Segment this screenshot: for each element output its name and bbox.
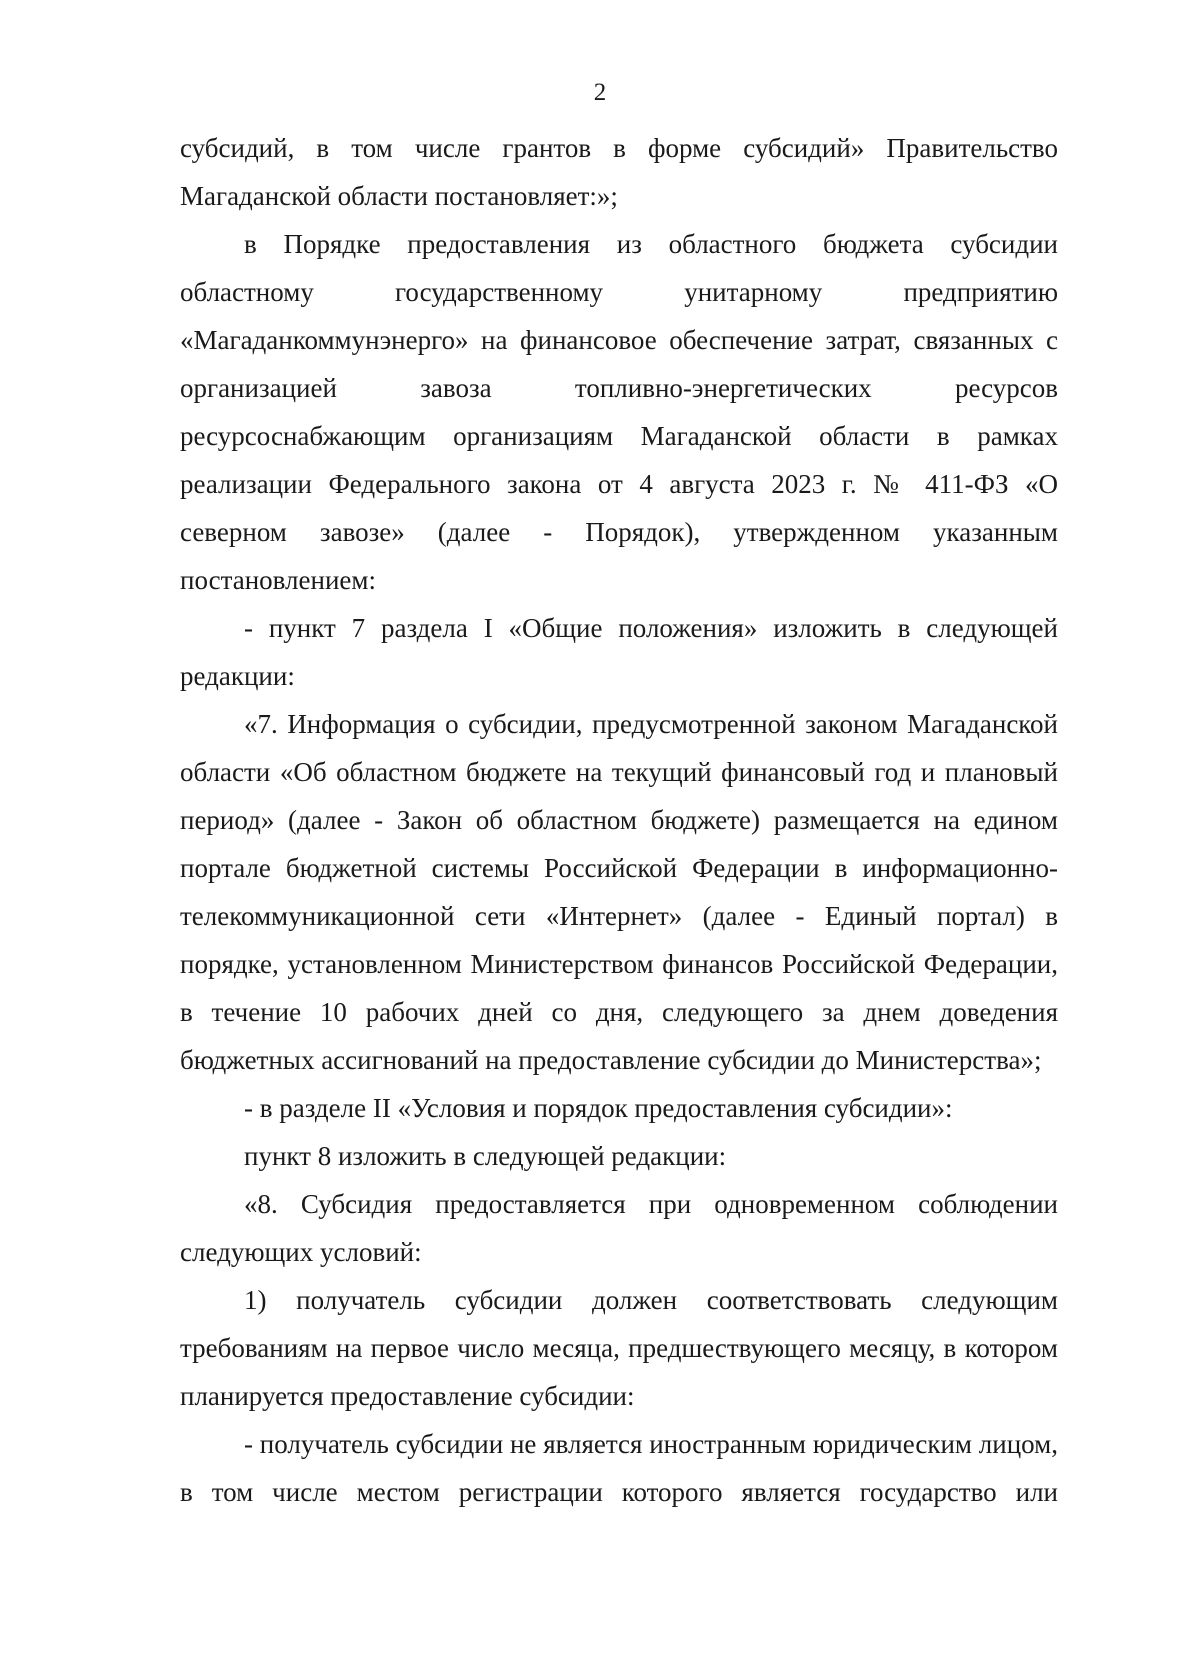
document-body bbox=[180, 124, 1058, 1516]
paragraph-requirement-foreign-entity: - получатель субсидии не является иностранным юридическим лицом, в том числе местом регистрации которого является государство или bbox=[180, 1429, 1058, 1507]
paragraph-item-7-instruction: - пункт 7 раздела I «Общие положения» изложить в следующей редакции: bbox=[180, 613, 1058, 691]
paragraph-continuation: субсидий, в том числе грантов в форме субсидий» Правительство Магаданской области постановляет:»; bbox=[180, 133, 1058, 211]
paragraph-procedure-amendment: в Порядке предоставления из областного бюджета субсидии областному государственному унитарному предприятию «Магаданкоммунэнерго» на финансовое обеспечение затрат, связанных с организацией завоза топливно-энергетических ресурсов ресурсоснабжающим организациям Магаданской области в рамках реализации Федерального закона от 4 августа 2023 г. № 411-ФЗ «О северном завозе» (далее - Порядок), утвержденном указанным постановлением: bbox=[180, 229, 1058, 595]
paragraph-item-8-instruction: пункт 8 изложить в следующей редакции: bbox=[244, 1141, 727, 1171]
paragraph-item-8-text: «8. Субсидия предоставляется при одновременном соблюдении следующих условий: bbox=[180, 1189, 1058, 1267]
paragraph-condition-1: 1) получатель субсидии должен соответствовать следующим требованиям на первое число месяца, предшествующего месяцу, в котором планируется предоставление субсидии: bbox=[180, 1285, 1058, 1411]
paragraph-item-7-text: «7. Информация о субсидии, предусмотренной законом Магаданской области «Об областном бюджете на текущий финансовый год и плановый период» (далее - Закон об областном бюджете) размещается на едином портале бюджетной системы Российской Федерации в информационно-телекоммуникационной сети «Интернет» (далее - Единый портал) в порядке, установленном Министерством финансов Российской Федерации, в течение 10 рабочих дней со дня, следующего за днем доведения бюджетных ассигнований на предоставление субсидии до Министерства»; bbox=[180, 709, 1058, 1075]
page-number: 2 bbox=[593, 79, 607, 106]
paragraph-section-2-heading: - в разделе II «Условия и порядок предоставления субсидии»: bbox=[244, 1093, 953, 1123]
